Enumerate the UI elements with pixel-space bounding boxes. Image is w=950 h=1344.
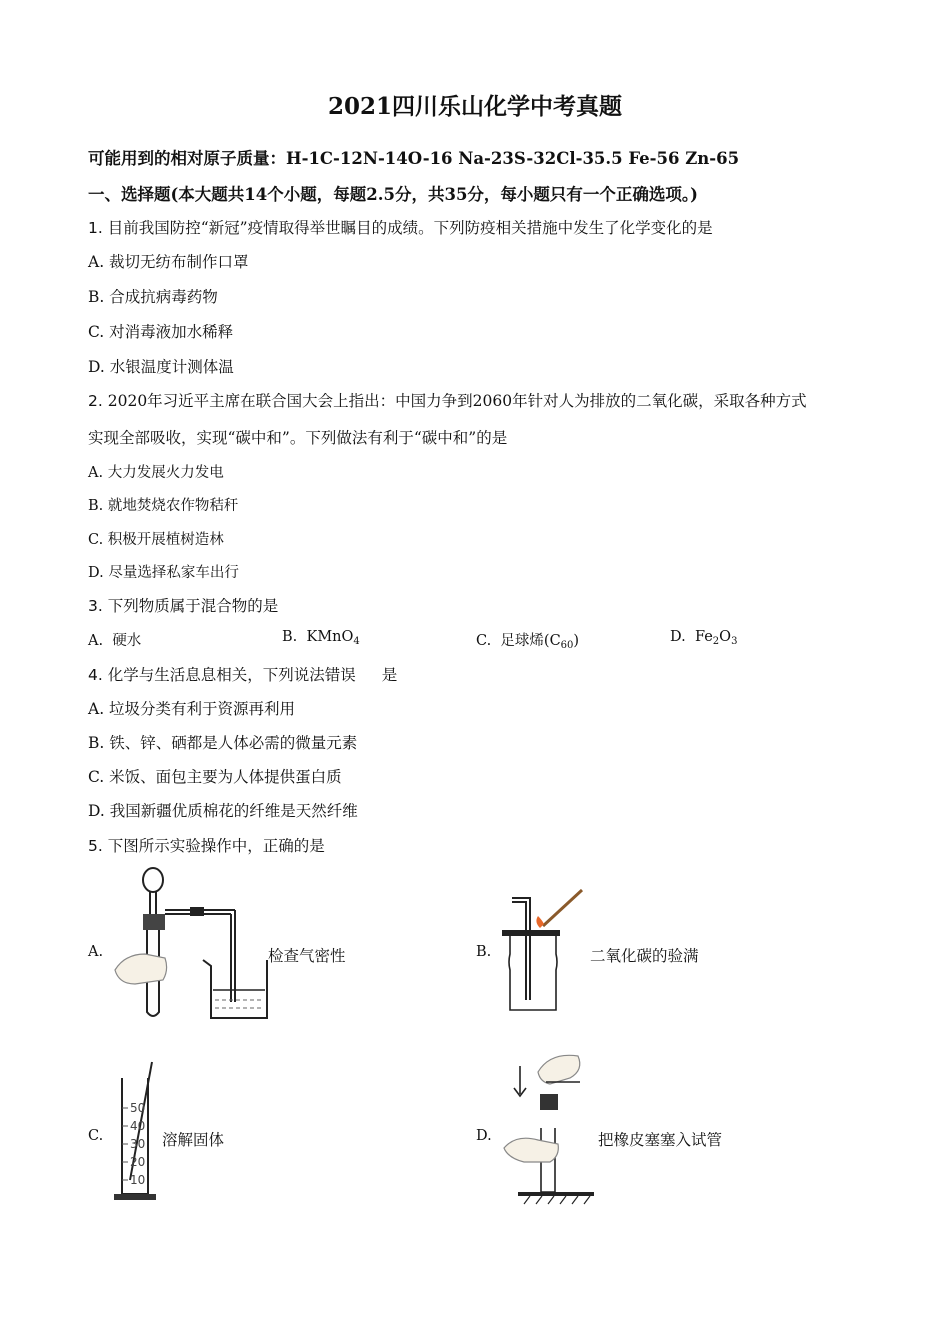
- q4-option-c: C. 米饭、面包主要为人体提供蛋白质: [88, 768, 342, 786]
- question-text: 下图所示实验操作中，正确的是: [107, 837, 325, 855]
- q2-option-c: C. 积极开展植树造林: [88, 532, 224, 548]
- section-heading: 一、选择题(本大题共14个小题，每题2.5分，共35分，每小题只有一个正确选项。): [88, 185, 698, 204]
- question-4-stem: [88, 663, 397, 685]
- q4-option-a: A. 垃圾分类有利于资源再利用: [88, 700, 296, 718]
- q5-option-a-caption: 检查气密性: [268, 947, 346, 965]
- question-number: 4.: [88, 666, 103, 684]
- cylinder-mark-10: 10: [130, 1173, 146, 1187]
- q5-option-d-caption: 把橡皮塞塞入试管: [598, 1131, 723, 1149]
- q1-option-a: A. 裁切无纺布制作口罩: [88, 253, 249, 271]
- q5-option-b-letter: B.: [476, 944, 492, 960]
- q1-option-c: C. 对消毒液加水稀释: [88, 323, 234, 341]
- question-text: 目前我国防控“新冠”疫情取得举世瞩目的成绩。下列防疫相关措施中发生了化学变化的是: [107, 219, 713, 237]
- airtightness-check-figure: [105, 862, 280, 1022]
- q2-option-b: B. 就地焚烧农作物秸秆: [88, 498, 239, 514]
- q3-option-c: C. 足球烯$(C_{60})$: [476, 633, 580, 651]
- q4-option-d: D. 我国新疆优质棉花的纤维是天然纤维: [88, 802, 358, 820]
- question-text: 化学与生活息息相关，下列说法错误: [107, 666, 356, 684]
- insert-stopper-figure: [500, 1050, 600, 1210]
- question-2-stem: [88, 389, 807, 411]
- q1-option-b: B. 合成抗病毒药物: [88, 288, 218, 306]
- q2-option-a: A. 大力发展火力发电: [88, 465, 224, 481]
- cylinder-mark-40: 40: [130, 1119, 146, 1133]
- q1-option-d: D. 水银温度计测体温: [88, 358, 234, 376]
- q5-option-c-caption: 溶解固体: [162, 1131, 225, 1149]
- question-text-end: 是: [381, 666, 398, 684]
- q5-option-c-letter: C.: [88, 1128, 104, 1144]
- q3-option-a: A. 硬水: [88, 633, 142, 649]
- cylinder-mark-30: 30: [130, 1137, 146, 1151]
- atomic-masses-line: 可能用到的相对原子质量：H-1C-12N-14O-16 Na-23S-32Cl-35.5 Fe-56 Zn-65: [88, 149, 740, 168]
- page-title: 2021四川乐山化学中考真题: [327, 93, 622, 120]
- q3-option-d: D. $Fe_2O_3$: [670, 629, 738, 647]
- q3-option-b: B. KMnO$_4$: [282, 629, 360, 647]
- question-1-stem: [88, 216, 713, 238]
- question-5-stem: [88, 834, 325, 856]
- question-text: 2020年习近平主席在联合国大会上指出：中国力争到2060年针对人为排放的二氧化碳，采取各种方式: [107, 392, 807, 410]
- measuring-cylinder-figure: [108, 1060, 163, 1205]
- question-number: 3.: [88, 597, 103, 615]
- q2-option-d: D. 尽量选择私家车出行: [88, 565, 239, 581]
- q5-option-b-caption: 二氧化碳的验满: [590, 947, 699, 965]
- q5-option-a-letter: A.: [88, 944, 104, 960]
- question-number: 2.: [88, 392, 103, 410]
- cylinder-mark-50: 50: [130, 1101, 146, 1115]
- question-text: 下列物质属于混合物的是: [107, 597, 279, 615]
- cylinder-mark-20: 20: [130, 1155, 146, 1169]
- q4-option-b: B. 铁、锌、硒都是人体必需的微量元素: [88, 734, 358, 752]
- question-2-stem-cont: 实现全部吸收，实现“碳中和”。下列做法有利于“碳中和”的是: [88, 429, 508, 447]
- question-number: 5.: [88, 837, 103, 855]
- question-3-stem: [88, 594, 278, 616]
- question-number: 1.: [88, 219, 103, 237]
- q5-option-d-letter: D.: [476, 1128, 492, 1144]
- co2-full-test-figure: [500, 882, 595, 1017]
